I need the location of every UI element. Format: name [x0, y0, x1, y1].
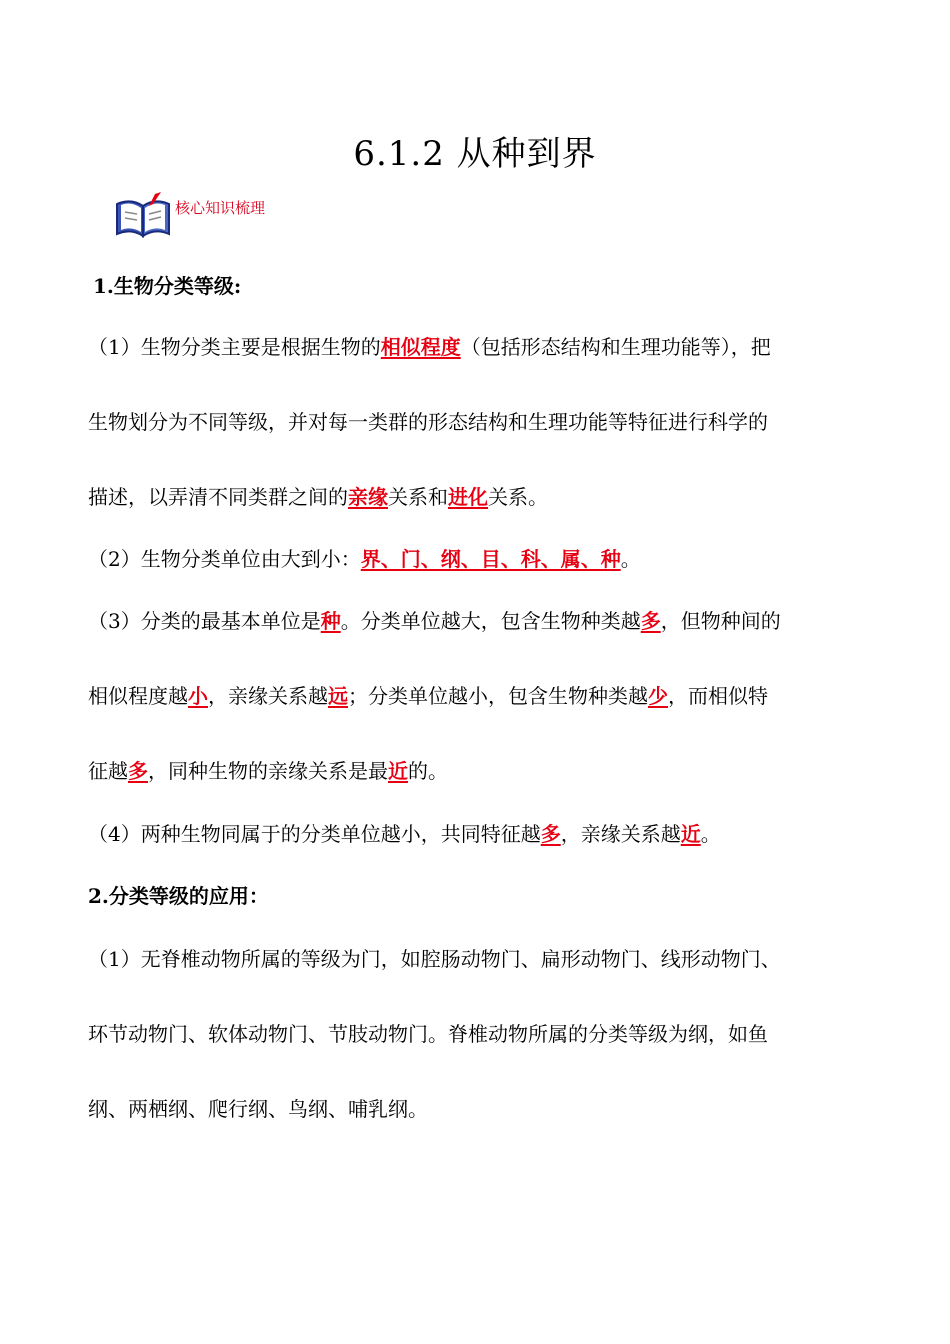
answer: 种	[320, 609, 341, 633]
answer: 相似程度	[380, 335, 461, 359]
answer: 多	[128, 759, 148, 783]
text: （3）分类的最基本单位是	[88, 609, 321, 633]
text: 。	[700, 822, 721, 846]
text: ，而相似特	[668, 684, 768, 708]
text: ，亲缘关系越	[208, 684, 328, 708]
answer: 亲缘	[348, 485, 388, 509]
s2-line2: 环节动物门、软体动物门、节肢动物门。脊椎动物所属的分类等级为纲，如鱼	[88, 1022, 768, 1046]
p1-line1	[88, 331, 771, 360]
open-book-icon	[113, 190, 173, 242]
answer: 少	[648, 684, 668, 708]
text: （2）生物分类单位由大到小：	[88, 547, 361, 571]
answer: 远	[328, 684, 348, 708]
answer: 多	[640, 609, 661, 633]
text: 相似程度越	[88, 684, 188, 708]
text: 的。	[408, 759, 448, 783]
text: 。	[620, 547, 641, 571]
text: （4）两种生物同属于的分类单位越小，共同特征越	[88, 822, 541, 846]
p1-line2: 生物划分为不同等级，并对每一类群的形态结构和生理功能等特征进行科学的	[88, 410, 768, 434]
text: ，同种生物的亲缘关系是最	[148, 759, 388, 783]
text: ；分类单位越小，包含生物种类越	[348, 684, 648, 708]
s2-line3: 纲、两栖纲、爬行纲、鸟纲、哺乳纲。	[88, 1097, 428, 1121]
text: ，亲缘关系越	[560, 822, 681, 846]
answer: 小	[188, 684, 208, 708]
p4-line	[88, 818, 721, 847]
p1-line3	[88, 481, 548, 510]
p3-line3	[88, 755, 448, 784]
page-title: 6.1.2 从种到界	[353, 134, 597, 174]
p3-line1	[88, 605, 781, 634]
text: 。分类单位越大，包含生物种类越	[340, 609, 641, 633]
text: 描述，以弄清不同类群之间的	[88, 485, 348, 509]
s2-line1: （1）无脊椎动物所属的等级为门，如腔肠动物门、扁形动物门、线形动物门、	[88, 947, 781, 971]
p3-line2	[88, 680, 768, 709]
text: 征越	[88, 759, 128, 783]
text: ，但物种间的	[660, 609, 781, 633]
p2-line	[88, 543, 641, 572]
section1-heading: 1.生物分类等级:	[93, 274, 242, 298]
text: （1）生物分类主要是根据生物的	[88, 335, 381, 359]
badge-label: 核心知识梳理	[175, 199, 266, 217]
text: （包括形态结构和生理功能等），把	[460, 335, 771, 359]
answer: 界、门、纲、目、科、属、种	[360, 547, 621, 571]
answer: 近	[388, 759, 408, 783]
text: 关系和	[388, 485, 448, 509]
answer: 多	[540, 822, 561, 846]
section2-heading: 2.分类等级的应用：	[88, 884, 269, 908]
answer: 进化	[448, 485, 488, 509]
answer: 近	[680, 822, 701, 846]
text: 关系。	[488, 485, 548, 509]
